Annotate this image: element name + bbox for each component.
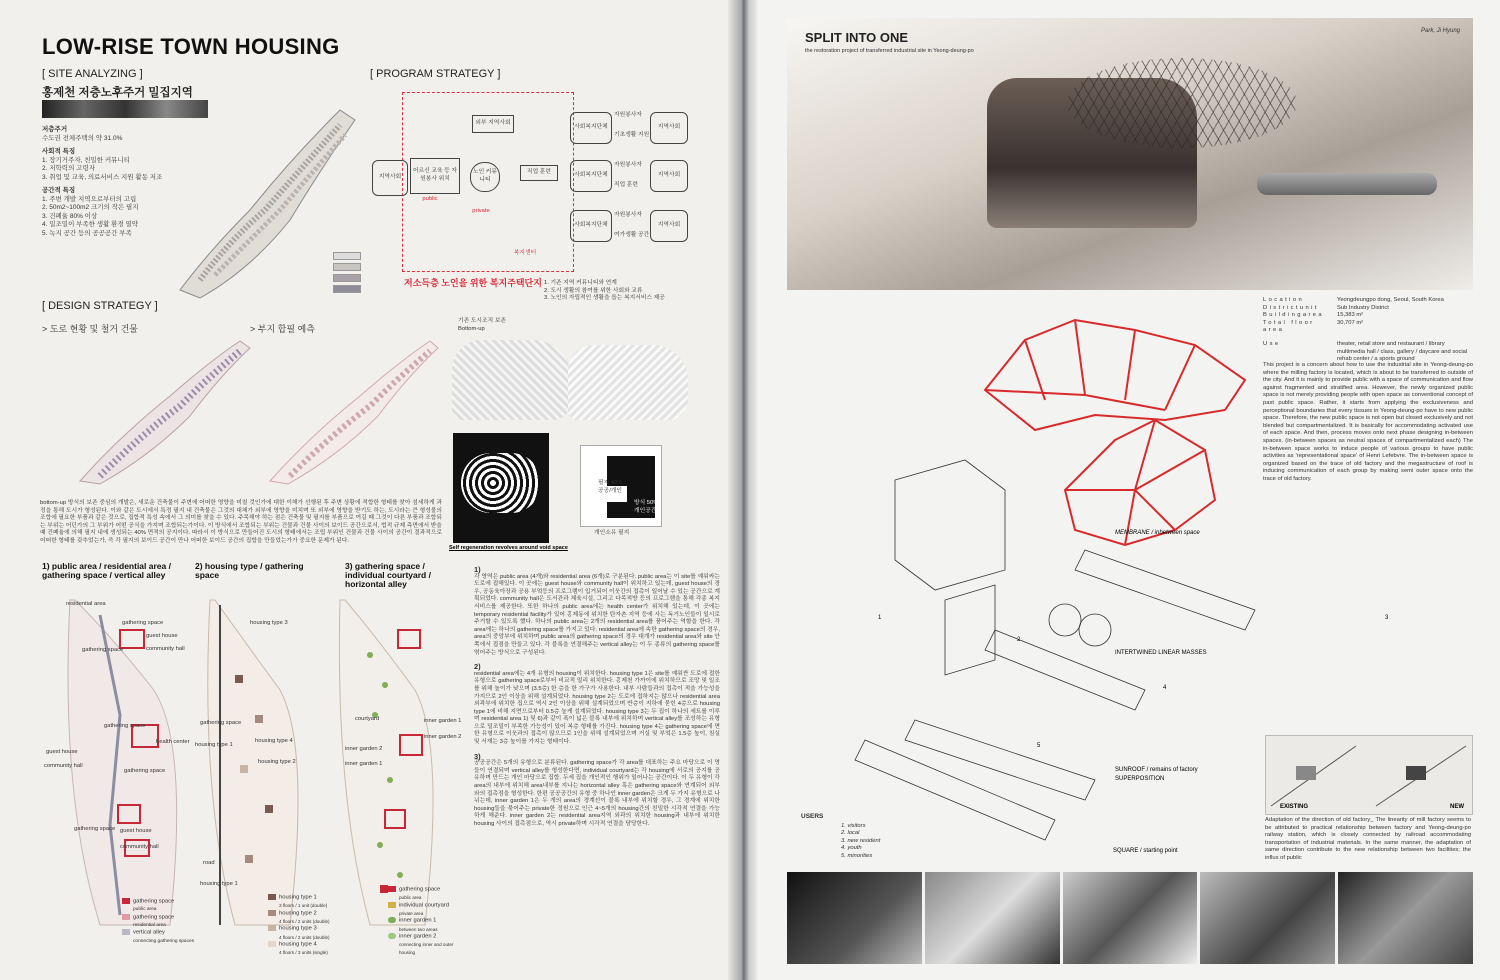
page-title: LOW-RISE TOWN HOUSING xyxy=(42,34,340,59)
void-figure xyxy=(453,433,549,543)
users-legend xyxy=(801,813,880,861)
legend-name: housing type 1 xyxy=(279,894,317,901)
legend-sub: between two areas xyxy=(399,926,438,932)
design-sub-merge: > 부지 합필 예측 xyxy=(250,324,315,334)
label-square: SQUARE / starting point xyxy=(1113,848,1178,854)
marker-1: 1 xyxy=(878,615,882,621)
group-line: 3. 취업 및 교육, 의료서비스 지원 활동 저조 xyxy=(42,173,163,181)
note-text: 각 영역은 public area (4개)와 residential area (6개)로 구분된다. public area는 이 site를 예워싸는 도로에 접해있다. 이 곳에는 guest house와 community hall이 위치하고 있는데, guest house의 경우, 공동육아장과 공용 부엌등의 프로그램이 입거되어 이웃간의 접촉이 일어날 수 있는 공간으로 계획되었다. community hall은 도서관과 체육시설, 그리고 다목적방 등의 프로그램을 통해 각종 복지 서비스를 제공한다. 또한 하나의 public area에는 health center가 위치해 있는데, 이 곳에는 temporary residential facility가 있어 홍제동에 위치한 탄자촌 지역 등에 사는 독거노인들이 일시로 주거할 수 있도록 했다. 하나의 public area는 2개의 residential area를 품어주는 역할을 한다. 각 area에는 하나의 gathering space를 가지고 있다. residential area에 속한 gathering space의 경우, area의 중앙부에 위치하며 public area의 gathering space의 경우 대개가 residential area와 site 안쪽에서 접점을 만들고 있다. 각 블록을 연결해주는 vertical alley는 이 두 종류의 gathering space를 엮어주는 방식으로 구성된다. xyxy=(474,573,720,656)
legend-swatch xyxy=(388,917,396,923)
legend-sub: public area xyxy=(133,907,157,913)
program-note: 3. 노인의 자립적인 생활을 돕는 복지서비스 제공 xyxy=(544,295,665,302)
group-line: 4. 밀조밀이 부족한 생활 환경 열약 xyxy=(42,221,139,228)
legend-sub: 3 floors / 1 unit (double) xyxy=(279,903,328,909)
project-author: Park, Ji Hyung xyxy=(1421,28,1461,34)
info-value: Sub Industry District xyxy=(1337,304,1389,311)
group-line: 1. 주변 개발 지역으로부터의 고립 xyxy=(42,195,137,203)
users-item: 4. youth xyxy=(841,845,862,852)
label-sunroof: SUNROOF / remains of factory xyxy=(1115,767,1198,773)
render-roof-structure xyxy=(1067,58,1297,148)
note-number: 2) xyxy=(474,662,481,672)
map3-label: inner garden 2 xyxy=(345,746,383,752)
node-work-training: 직업 훈련 xyxy=(520,165,558,181)
info-key: Total floor area xyxy=(1263,319,1315,334)
info-value: 15,383 m² xyxy=(1337,312,1364,319)
map2-label: housing type 3 xyxy=(250,620,288,626)
photo-2 xyxy=(925,872,1060,964)
strategy-paragraph: bottom-up 방식의 보존 중심의 개발은, 새로운 건축물이 주변에 어떠한 영향을 미칠 것인가에 대한 이해가 선행된 후 주변 상황에 적합한 형태를 찾아 섬세하게 과정을 통해 도시가 형성된다. 이와 같은 도시에서 특정 필지 내 건축물은 그것의 대체가 외부에 영향을 미치며 또 외부에 영향을 받기도 하는, 도시라는 큰 형성물의 조합에 필요한 부품과 같은 것으로, 집합적 특성 속에서 그 의미를 찾을 수 있다. 주목해야 하는 점은 건축물 및 필지를 부품으로 여길 때 그것이 다른 부품과 조합되는 부위는 어딘가의 그 부위가 어떤 공식을 가지며 조합되는가이다. 이 방식에서 조합되는 부위는 건물과 건물 사이의 보이드 공간으로서, 법적 규제 측면에서 받을 때 건폐율에 의해 필지 내에 생성되는 40% 면적의 공지이다. 따라서 이 방식으로 만들어진 도시의 형태에서는 조립 부위인 건물과 건물 사이의 공간이 결과적으로 어떠한 형태를 갖추었는가, 즉 각 필지의 보이드 공간이 만나 어떠한 보이드 공간의 집합을 만들었는가가 중요한 문제가 된다. xyxy=(40,500,442,544)
void-caption: Self regeneration revolves around void space xyxy=(449,545,568,551)
map1-legend xyxy=(122,898,202,945)
users-heading: USERS xyxy=(801,813,824,820)
design-sub-bottom-up: Bottom-up xyxy=(458,326,485,332)
info-row xyxy=(1263,297,1473,305)
label-superposition: SUPERPOSITION xyxy=(1115,776,1165,782)
legend-sub: connecting gathering spaces xyxy=(133,938,195,944)
info-key: Use xyxy=(1263,340,1281,347)
map3-label: inner garden 2 xyxy=(424,734,462,740)
node-elderly-help: 어르신 교육 등 자원봉사 위치 xyxy=(410,158,460,194)
legend-swatch xyxy=(122,914,130,920)
node-volunteer-2: 자원봉사자 xyxy=(614,162,642,168)
group-title: 저층주거 xyxy=(42,126,68,133)
left-page xyxy=(0,0,742,980)
map1-label: health center xyxy=(156,739,190,745)
info-value: Yeongdeungpo dong, Seoul, South Korea xyxy=(1337,297,1444,303)
program-note: 1. 기존 지역 커뮤니티와 연계 xyxy=(544,280,617,286)
map-label-new: NEW xyxy=(1450,804,1464,810)
info-value: 30,707 m² xyxy=(1337,319,1364,326)
photo-3 xyxy=(1063,872,1198,964)
marker-5: 5 xyxy=(1037,743,1041,749)
housing-maps xyxy=(40,595,460,935)
book-spine xyxy=(728,0,758,980)
plot-label-40: 필지 40% 공공/개인 xyxy=(598,480,623,494)
design-strategy-heading: [ DESIGN STRATEGY ] xyxy=(42,300,158,312)
site-analyzing-heading: [ SITE ANALYZING ] xyxy=(42,68,143,80)
label-private: private xyxy=(472,208,490,214)
legend-name: gathering space xyxy=(133,898,175,905)
node-local-community: 지역사회 xyxy=(372,160,408,196)
group-line: 2. 저학력의 고령자 xyxy=(42,165,95,172)
map2-label: housing type 1 xyxy=(200,881,238,887)
label-public: public xyxy=(422,196,438,202)
map1-label: residential area xyxy=(66,601,106,607)
site-map xyxy=(170,100,360,300)
site-area-title: 홍제천 저층노후주거 밀집지역 xyxy=(42,87,193,99)
marker-3: 3 xyxy=(1385,615,1389,621)
legend-name: vertical alley xyxy=(133,929,165,936)
map1-label: community hall xyxy=(146,646,185,652)
project-description: This project is a concern about how to use the industrial site in Yeong-deung-po where the milling factory is located, which is about to be transferred to outside of the city. And it is mainly to provide public with a space of communication and flow against fragmented and stratified area. However, the newly organized public space is not merely providing people with open space as conventional concept of past public space. Rather, it starts from applying the exclusiveness and perceptional boundaries that every tissues in Yeong-deung-po have to new public space. Therefore, the new public space is not open but closed exclusively and not blended but compartmentalized. It is basically for accommodating activated use of each space. And then, process moves onto next phase designing in-between spaces. (in-between spaces as neutral spaces of compartmentalized each) The in-between space works to induce people of various groups to have public activities as 'representational space' of Henri Lefebvre. The in-between space is organized based on the trace of old factory and the megastructure of roof is inducing communication of each group by making semi outer space onto the trace of old factory. xyxy=(1263,362,1473,482)
map1-label: community hall xyxy=(120,844,159,850)
users-item: 3. new resident xyxy=(841,837,881,844)
info-value: theater, retail store and restaurant / library multimedia hall / class, gallery / daycare and social rehab center / a sports ground xyxy=(1337,340,1468,363)
map1-label: guest house xyxy=(46,749,78,755)
notes-column xyxy=(474,566,720,829)
fabric-figure-1 xyxy=(452,340,572,420)
fabric-figure-2 xyxy=(568,345,688,420)
group-line: 1. 장기거주자, 친밀한 커뮤니티 xyxy=(42,156,130,164)
note-number: 1) xyxy=(474,565,481,574)
legend-sub: residential area xyxy=(133,922,166,928)
axonometric-diagram xyxy=(835,300,1285,860)
legend-name: inner garden 1 xyxy=(399,917,437,924)
marker-2: 2 xyxy=(1017,637,1021,643)
legend-name: housing type 2 xyxy=(279,910,317,917)
legend-name: gathering space xyxy=(133,914,175,921)
design-sub-preserve: 기존 도시조직 보존 xyxy=(458,318,507,324)
info-row xyxy=(1263,305,1473,313)
legend-swatch xyxy=(268,894,276,900)
site-map-legend xyxy=(333,252,361,293)
label-membrane: MEMBRANE / inbetween space xyxy=(1115,530,1200,536)
users-item: 5. minorities xyxy=(841,852,873,859)
legend-sub: connecting inner and outer housing xyxy=(399,942,454,955)
render-linear-mass xyxy=(1257,173,1437,195)
node-basic-welfare: 기초생활 지원 xyxy=(614,132,650,138)
note-number: 3) xyxy=(474,751,481,761)
map2-label: housing type 4 xyxy=(255,738,293,744)
program-note: 2. 도시 생활의 참여를 위한 사회와 교류 xyxy=(544,287,643,294)
map1-label: gathering space xyxy=(82,647,124,653)
legend-swatch xyxy=(388,902,396,908)
marker-4: 4 xyxy=(1163,685,1167,691)
map1-label: community hall xyxy=(44,763,83,769)
map-label-existing: EXISTING xyxy=(1280,804,1309,810)
site-analysis-text xyxy=(42,126,182,238)
legend-swatch xyxy=(388,933,396,939)
label-intertwined: INTERTWINED LINEAR MASSES xyxy=(1115,650,1207,656)
legend-name: individual courtyard xyxy=(399,902,449,909)
node-welfare-1: 사회복지단체 xyxy=(570,112,612,144)
project-subtitle: the restoration project of transferred industrial site in Yeong-deung-po xyxy=(805,48,974,54)
map1-label: guest house xyxy=(146,633,178,639)
node-volunteer-1: 자원봉사자 xyxy=(614,112,642,118)
info-key: Districtunit xyxy=(1263,304,1319,311)
info-row xyxy=(1263,320,1473,335)
photo-5 xyxy=(1338,872,1473,964)
plot-label-50: 방식 50% 개인공간 xyxy=(634,500,659,514)
project-info xyxy=(1263,297,1473,364)
node-community-1: 지역사회 xyxy=(650,112,688,144)
group-line: 수도권 전체주택의 약 31.0% xyxy=(42,134,123,142)
map2-label-road: road xyxy=(203,860,215,866)
photo-4 xyxy=(1200,872,1335,964)
photo-strip xyxy=(787,872,1473,964)
legend-swatch xyxy=(268,910,276,916)
node-volunteer-3: 자원봉사자 xyxy=(614,212,642,218)
map1-caption: 1) public area / residential area / gathering space / vertical alley xyxy=(42,561,171,580)
map3-label: courtyard xyxy=(355,716,380,722)
right-page xyxy=(745,0,1500,980)
legend-swatch xyxy=(388,886,396,892)
info-key: Buildingarea xyxy=(1263,312,1325,319)
info-row xyxy=(1263,312,1473,320)
plot-label-owner: 개인소유 필지 xyxy=(594,530,630,536)
map1-label: gathering space xyxy=(122,620,164,626)
users-item: 2. local xyxy=(841,830,860,837)
map3-caption: 3) gathering space / individual courtyard / horizontal alley xyxy=(345,561,431,589)
info-key: Location xyxy=(1263,297,1305,303)
group-line: 2. 50m2~100m2 크기의 작은 필지 xyxy=(42,204,139,211)
group-title: 공간적 특징 xyxy=(42,187,76,194)
note-text: residential area에는 4개 유형의 housing이 위치한다. housing type 1은 site를 예워싼 도로에 접한 유형으로 gathering space로부터 비교적 멀리 위치한다. 홍제천 가까이에 위치하므로 조망 및 일조를 위해 높이가 낮으며 (3.5층) 한 층을 한 가구가 사용한다. 내부 사람들과의 접촉이 적을 가능성을 가지므로 2인 이상을 위해 설계되었다. housing type 2는 도로에 접하지는 않으나 residential area 외곽부에 위치한 집으로 역시 2인 이상을 위해 설계되었으며 반층이 지하에 묻힌 4층으로 housing type 1에 비해 지면으로부터 0.5층 높게 설계되었다. housing type 3는 두 집이 하나의 세트를 이루며 residential area 1) 및 6)과 같이 폭이 넓은 블록 내부에 위치하며 vertical alley를 조성하는 유형으로 밀조밀이 부족한 가능성이 있어 복층 형태를 가진다. housing type 4는 gathering space에 면한 유형으로 이웃과의 접촉이 많으므로 1인을 위해 설계되었으며 거실 및 부엌은 1.5층 높이, 침실 및 서재는 3층 높이를 가지는 형태이다. xyxy=(474,670,720,746)
site-direction-maps xyxy=(1265,735,1473,815)
group-title: 사회적 특징 xyxy=(42,148,76,155)
adaptation-text: Adaptation of the direction of old factory_ The linearity of mill factory seems to be attributed to practical relationship between factory and Yeong-deung-po railway station, which is closely connected by railroad accommodating transportation of industrial materials. In the same manner, the adaptation of same direction contribute to the new relationship between two facilities; the influx of public xyxy=(1265,817,1471,861)
direction-map-lines xyxy=(1266,736,1472,814)
map3-label: inner garden 1 xyxy=(424,718,462,724)
label-welfare-center: 복지센터 xyxy=(513,250,537,256)
node-welfare-2: 사회복지단체 xyxy=(570,160,612,192)
node-leisure: 여가생활 공간 xyxy=(614,232,650,238)
legend-swatch xyxy=(122,898,130,904)
group-line: 3. 건폐율 80% 이상 xyxy=(42,212,98,220)
program-notes xyxy=(544,280,714,303)
info-row xyxy=(1263,341,1473,364)
note-text: 공공공간은 5개의 유형으로 분류된다. gathering space가 각 area를 대표하는 주요 마당으로 이 영들이 연결되며 vertical alley를 형성한다면, individual courtyard는 각 housing에 서로의 공지를 공유하며 만드는 개인 마당으로 집합. 두세 집을 개인적인 행위가 일어나는 공간이다. 이 두 유형이 각 area의 내부에 위치해 area내부를 지나는 horizontal alley 혹은 gathering space와 연계되어 외부와의 접촉점을 형성한다. 한편 공공공간의 유형 중 하나인 inner garden은 크게 두 가지 유형으로 나뉘는데, inner garden 1은 두 개의 area의 경계선이 블록 내부에 위치할 경우, 그 경계에 위치한 housing들을 묶어주는 private한 정원으로 인근 4~5개의 housing간의 친밀한 시각적 연결을 가능하게 해준다. inner garden 2는 residential area지역 외곽의 위치한 housing과 내부에 위치한 housing 사이의 접촉점으로, 역시 private하며 시각적 연결을 담당한다. xyxy=(474,760,720,827)
group-line: 5. 녹지 공간 등의 공공공간 부족 xyxy=(42,229,132,237)
node-job-training: 직업 훈련 xyxy=(614,182,639,188)
legend-sub: public area xyxy=(399,895,422,901)
design-strategy-maps xyxy=(60,336,440,486)
map2-label: gathering space xyxy=(200,720,242,726)
map3-legend xyxy=(388,886,468,956)
node-outside-community: 외부 지역사회 xyxy=(472,115,514,133)
node-welfare-3: 사회복지단체 xyxy=(570,210,612,242)
legend-sub: 4 floors / 2 units (double) xyxy=(279,918,330,924)
legend-sub: 4 floors / 2 units (double) xyxy=(279,934,330,940)
map2-caption: 2) housing type / gathering space xyxy=(195,561,304,580)
project-title: SPLIT INTO ONE xyxy=(805,30,909,45)
map2-label: housing type 1 xyxy=(195,742,233,748)
map1-label: gathering space xyxy=(124,768,166,774)
hero-render xyxy=(787,18,1473,290)
node-elderly-community: 노인 커뮤니티 xyxy=(470,162,500,192)
program-caption: 저소득층 노인을 위한 복지주택단지 xyxy=(404,278,542,288)
legend-sub: private area xyxy=(399,910,424,916)
legend-name: housing type 3 xyxy=(279,925,317,932)
legend-name: housing type 4 xyxy=(279,941,317,948)
photo-1 xyxy=(787,872,922,964)
node-community-2: 지역사회 xyxy=(650,160,688,192)
map1-label: gathering space xyxy=(104,723,146,729)
legend-name: inner garden 2 xyxy=(399,933,437,940)
legend-sub: 4 floors / 3 units (single) xyxy=(279,950,328,956)
map1-label: gathering space xyxy=(74,826,116,832)
node-community-3: 지역사회 xyxy=(650,210,688,242)
users-item: 1. visitors xyxy=(841,822,866,829)
design-sub-road: > 도로 현황 및 철거 건물 xyxy=(42,324,139,334)
map2-label: housing type 2 xyxy=(258,759,296,765)
legend-swatch xyxy=(268,941,276,947)
legend-name: gathering space xyxy=(399,886,441,893)
map2-legend xyxy=(268,894,348,957)
legend-swatch xyxy=(268,925,276,931)
map3-label: inner garden 1 xyxy=(345,761,383,767)
program-strategy-heading: [ PROGRAM STRATEGY ] xyxy=(370,68,501,80)
map1-label: guest house xyxy=(120,828,152,834)
membrane-roof xyxy=(985,320,1245,545)
legend-swatch xyxy=(122,929,130,935)
